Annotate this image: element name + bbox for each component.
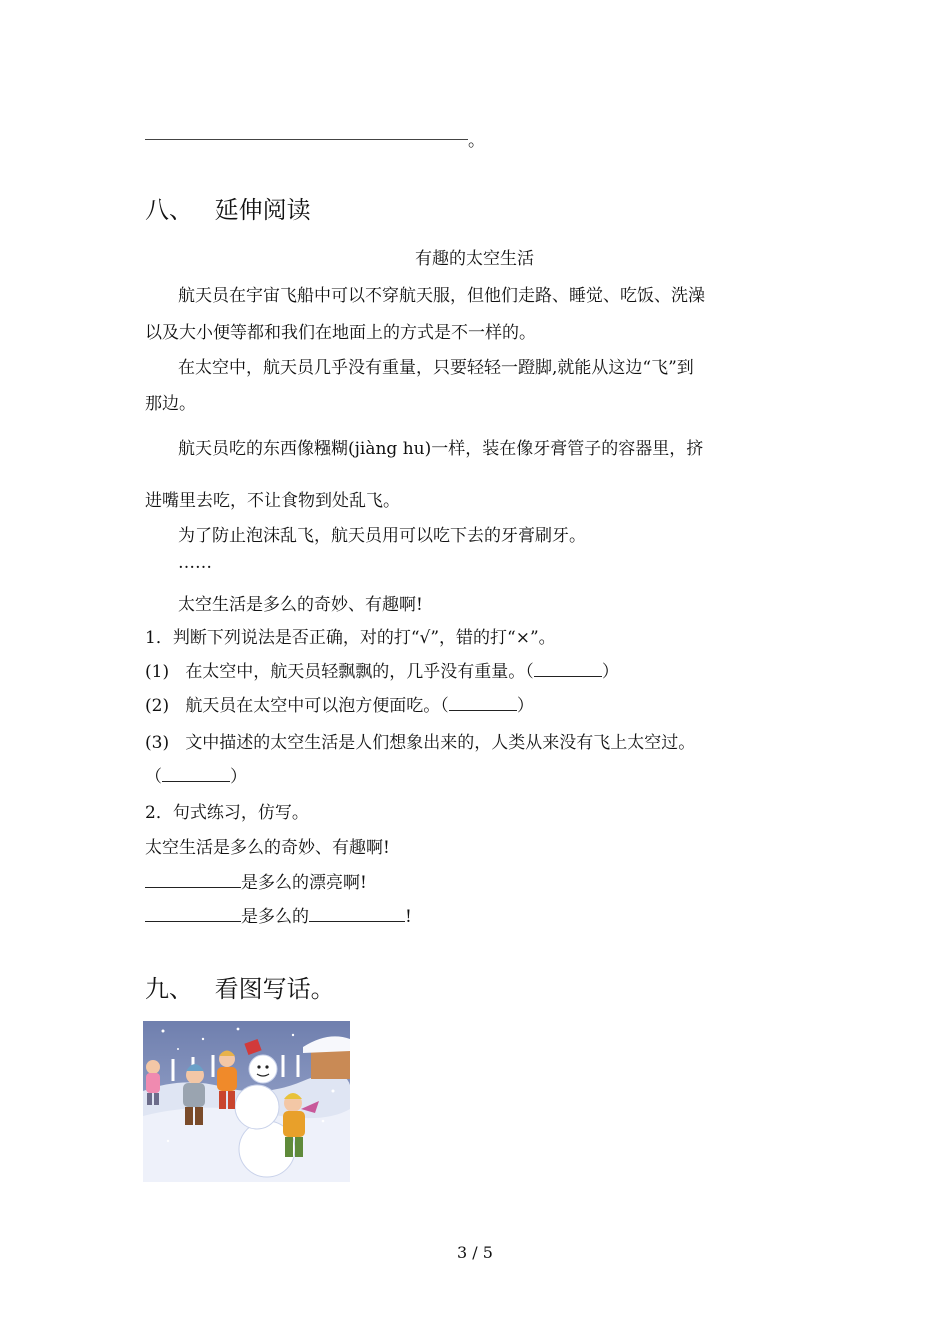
item-close: ） bbox=[601, 662, 619, 682]
answer-blank[interactable] bbox=[449, 694, 517, 711]
item-open: （ bbox=[145, 767, 162, 787]
question2-example: 太空生活是多么的奇妙、有趣啊! bbox=[145, 838, 390, 858]
question2-line2 bbox=[145, 902, 412, 927]
fill-blank[interactable] bbox=[145, 905, 241, 922]
section9-heading: 九、 看图写话。 bbox=[145, 975, 335, 1003]
item-number: (3) bbox=[145, 733, 170, 753]
line2-mid: 是多么的 bbox=[241, 907, 309, 927]
answer-line-top bbox=[145, 139, 468, 140]
passage-p1-line2: 以及大小便等都和我们在地面上的方式是不一样的。 bbox=[145, 323, 536, 343]
passage-ellipsis: …… bbox=[178, 553, 212, 573]
item-number: (2) bbox=[145, 696, 170, 716]
snowman-illustration bbox=[143, 1021, 350, 1182]
line2-end: ! bbox=[405, 907, 412, 927]
question1-title: 1．判断下列说法是否正确，对的打“√”，错的打“×”。 bbox=[145, 628, 556, 648]
question1-item1 bbox=[145, 657, 619, 682]
item-text: 航天员在太空中可以泡方便面吃。（ bbox=[185, 696, 449, 716]
item-text: 在太空中，航天员轻飘飘的，几乎没有重量。（ bbox=[185, 662, 534, 682]
answer-blank[interactable] bbox=[534, 660, 602, 677]
line1-text: 是多么的漂亮啊! bbox=[241, 873, 367, 893]
page-number: 3 / 5 bbox=[457, 1243, 493, 1262]
passage-p3-line1: 航天员吃的东西像糨糊(jiàng hu)一样，装在像牙膏管子的容器里，挤 bbox=[178, 439, 704, 459]
item-number: (1) bbox=[145, 662, 170, 682]
question2-title: 2．句式练习，仿写。 bbox=[145, 803, 309, 823]
passage-p1-line1: 航天员在宇宙飞船中可以不穿航天服，但他们走路、睡觉、吃饭、洗澡 bbox=[178, 286, 705, 306]
answer-line-top-period: 。 bbox=[468, 131, 485, 151]
passage-p5: 太空生活是多么的奇妙、有趣啊! bbox=[178, 595, 423, 615]
fill-blank[interactable] bbox=[145, 871, 241, 888]
question1-item2 bbox=[145, 691, 534, 716]
question2-line1 bbox=[145, 868, 367, 893]
passage-p2-line2: 那边。 bbox=[145, 394, 196, 414]
item-close: ） bbox=[516, 696, 534, 716]
passage-p4: 为了防止泡沫乱飞，航天员用可以吃下去的牙膏刷牙。 bbox=[178, 526, 586, 546]
section8-heading: 八、 延伸阅读 bbox=[145, 196, 311, 224]
passage-p2-line1: 在太空中，航天员几乎没有重量，只要轻轻一蹬脚,就能从这边“飞”到 bbox=[178, 358, 694, 378]
question1-item3-answer bbox=[145, 762, 247, 787]
passage-title: 有趣的太空生活 bbox=[415, 249, 534, 269]
answer-blank[interactable] bbox=[162, 765, 230, 782]
question1-item3 bbox=[145, 728, 695, 753]
fill-blank[interactable] bbox=[309, 905, 405, 922]
item-text: 文中描述的太空生活是人们想象出来的，人类从来没有飞上太空过。 bbox=[185, 733, 696, 753]
item-close: ） bbox=[230, 767, 247, 787]
snowman-picture bbox=[143, 1021, 350, 1182]
passage-p3-line2: 进嘴里去吃，不让食物到处乱飞。 bbox=[145, 491, 400, 511]
